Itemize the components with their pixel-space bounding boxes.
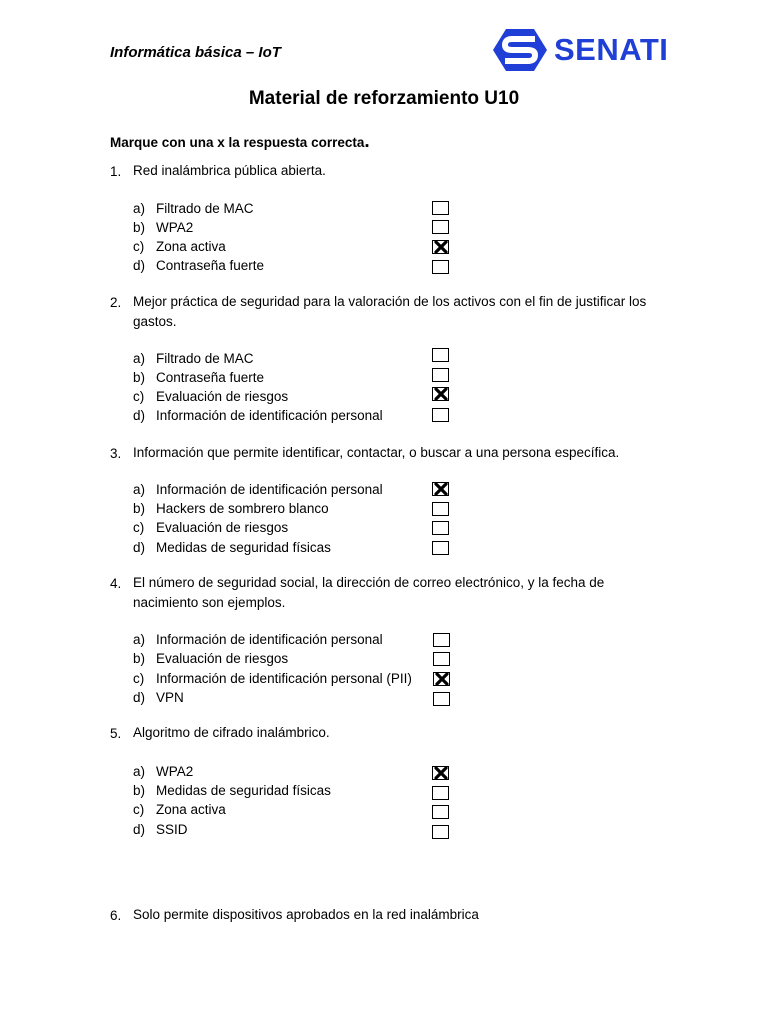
question-text: Mejor práctica de seguridad para la valoración de los activos con el fin de justificar los gastos. — [133, 294, 647, 329]
option-letter: a) — [133, 201, 146, 216]
option-text: WPA2 — [156, 764, 194, 779]
option-letter: b) — [133, 651, 146, 666]
answer-checkbox[interactable] — [432, 541, 449, 555]
option-letter: a) — [133, 632, 146, 647]
answer-checkbox[interactable] — [432, 786, 449, 800]
option-letter: d) — [133, 258, 146, 273]
option-letter: b) — [133, 501, 146, 516]
option-text: Información de identificación personal — [156, 408, 383, 423]
instruction-label: Marque con una x la respuesta correcta — [110, 135, 365, 150]
answer-checkbox-checked[interactable] — [432, 766, 449, 780]
senati-logo — [492, 27, 688, 73]
question-number: 5. — [110, 726, 122, 741]
senati-logo-icon — [492, 27, 548, 73]
answer-checkbox[interactable] — [432, 260, 449, 274]
question-text: Red inalámbrica pública abierta. — [133, 163, 326, 178]
page-title: Material de reforzamiento U10 — [248, 88, 520, 109]
question-number: 3. — [110, 446, 122, 461]
option-text: Información de identificación personal — [156, 482, 383, 497]
question-text: Información que permite identificar, contactar, o buscar a una persona específica. — [133, 445, 620, 460]
option-letter: b) — [133, 370, 146, 385]
answer-checkbox-checked[interactable] — [432, 240, 449, 254]
option-letter: a) — [133, 764, 146, 779]
answer-checkbox[interactable] — [433, 692, 450, 706]
instruction-text — [110, 131, 370, 153]
answer-checkbox[interactable] — [432, 348, 449, 362]
option-letter: d) — [133, 540, 146, 555]
option-text: Medidas de seguridad físicas — [156, 783, 331, 798]
question-text: Algoritmo de cifrado inalámbrico. — [133, 725, 330, 740]
option-letter: d) — [133, 408, 146, 423]
answer-checkbox-checked[interactable] — [432, 482, 449, 496]
option-text: SSID — [156, 822, 188, 837]
question-number: 1. — [110, 164, 122, 179]
option-text: VPN — [156, 690, 184, 705]
answer-checkbox-checked[interactable] — [433, 672, 450, 686]
answer-checkbox[interactable] — [432, 521, 449, 535]
option-letter: c) — [133, 239, 145, 254]
option-text: WPA2 — [156, 220, 194, 235]
question-text: El número de seguridad social, la dirección de correo electrónico, y la fecha de nacimiento son ejemplos. — [133, 575, 605, 610]
answer-checkbox[interactable] — [432, 220, 449, 234]
option-letter: b) — [133, 783, 146, 798]
x-mark-icon — [434, 241, 448, 253]
option-letter: d) — [133, 822, 146, 837]
answer-checkbox[interactable] — [432, 368, 449, 382]
question-number: 6. — [110, 908, 122, 923]
option-letter: c) — [133, 389, 145, 404]
x-mark-icon — [434, 388, 448, 400]
option-letter: c) — [133, 520, 145, 535]
option-letter: c) — [133, 802, 145, 817]
option-text: Medidas de seguridad físicas — [156, 540, 331, 555]
option-letter: b) — [133, 220, 146, 235]
option-text: Hackers de sombrero blanco — [156, 501, 329, 516]
option-text: Evaluación de riesgos — [156, 389, 289, 404]
x-mark-icon — [434, 483, 448, 495]
option-letter: a) — [133, 482, 146, 497]
option-text: Zona activa — [156, 239, 226, 254]
option-text: Contraseña fuerte — [156, 258, 265, 273]
answer-checkbox[interactable] — [433, 652, 450, 666]
option-text: Información de identificación personal — [156, 632, 383, 647]
answer-checkbox[interactable] — [432, 825, 449, 839]
answer-checkbox[interactable] — [432, 201, 449, 215]
x-mark-icon — [434, 767, 448, 779]
option-text: Contraseña fuerte — [156, 370, 265, 385]
answer-checkbox[interactable] — [432, 502, 449, 516]
logo-text: SENATI — [554, 32, 669, 67]
question-number: 2. — [110, 295, 122, 310]
option-text: Filtrado de MAC — [156, 351, 254, 366]
course-header: Informática básica – IoT — [110, 44, 281, 61]
option-letter: d) — [133, 690, 146, 705]
question-text: Solo permite dispositivos aprobados en la red inalámbrica — [133, 907, 479, 922]
option-text: Zona activa — [156, 802, 226, 817]
option-text: Filtrado de MAC — [156, 201, 254, 216]
question-number: 4. — [110, 576, 122, 591]
x-mark-icon — [435, 673, 449, 685]
answer-checkbox[interactable] — [432, 408, 449, 422]
option-text: Información de identificación personal (PII) — [156, 671, 412, 686]
option-text: Evaluación de riesgos — [156, 520, 289, 535]
answer-checkbox[interactable] — [432, 805, 449, 819]
option-letter: a) — [133, 351, 146, 366]
option-text: Evaluación de riesgos — [156, 651, 289, 666]
instruction-dot: . — [364, 131, 370, 152]
option-letter: c) — [133, 671, 145, 686]
answer-checkbox[interactable] — [433, 633, 450, 647]
answer-checkbox-checked[interactable] — [432, 387, 449, 401]
